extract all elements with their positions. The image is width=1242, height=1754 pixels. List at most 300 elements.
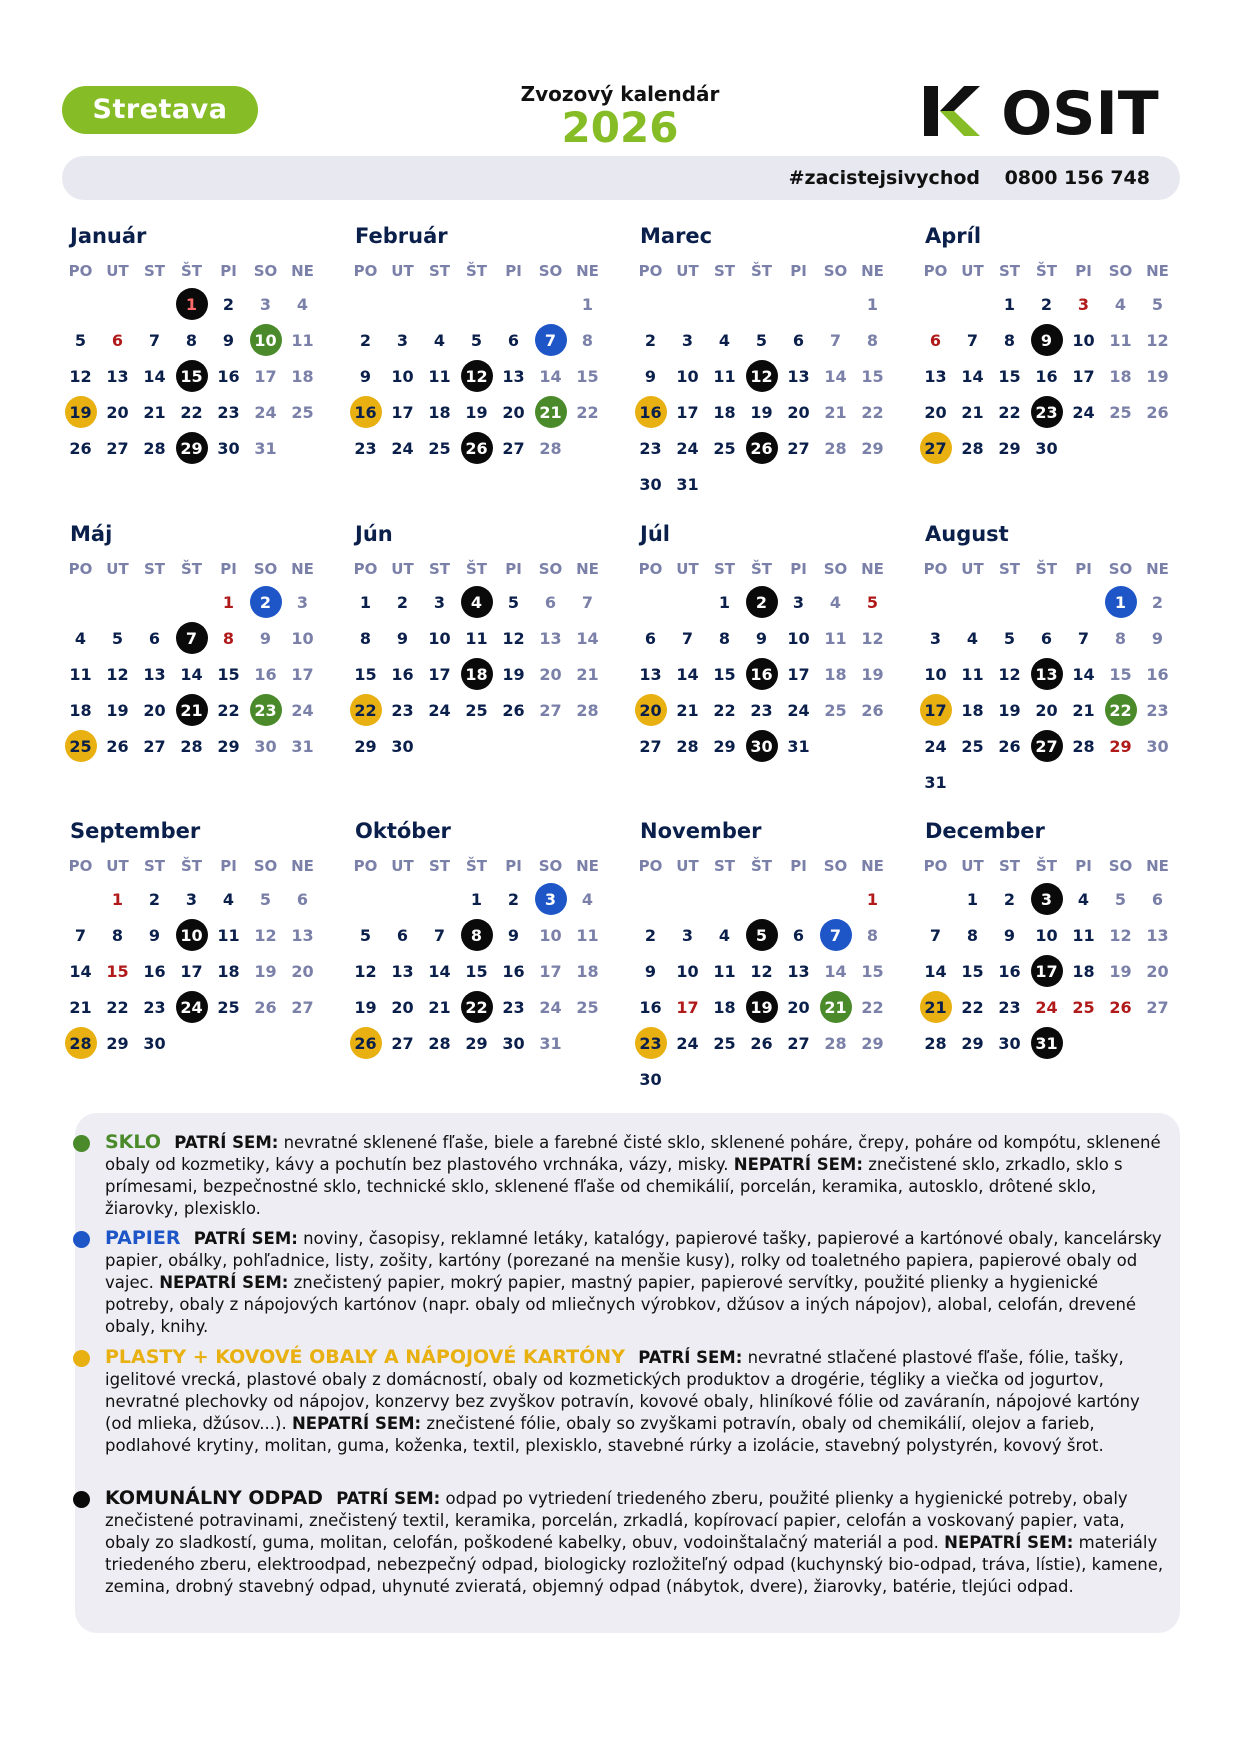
day-number: 13 (1146, 925, 1169, 945)
day-cell (1065, 692, 1102, 728)
day-cell (991, 917, 1028, 953)
day-cell (632, 656, 669, 692)
legend-item-mixed (105, 1487, 1165, 1598)
day-cell (1065, 620, 1102, 656)
glass-dot-icon (73, 1135, 90, 1152)
day-cell (99, 1025, 136, 1061)
day-cell (569, 692, 606, 728)
day-number: 24 (391, 438, 414, 458)
day-number: 29 (176, 432, 208, 464)
mixed-waste-day (458, 656, 495, 692)
legend-in-text: noviny, časopisy, reklamné letáky, katalógy, papierové tašky, papierové a kartónové obaly, kancelársky papier, obálky, pohľadnice, listy, zošity, kartóny (porezané na menšie kusy), rolky od toaletného papiera, papierové obaly od vajec. (105, 1229, 1162, 1292)
day-cell (669, 466, 706, 502)
day-cell (780, 394, 817, 430)
glass-day (247, 692, 284, 728)
month-name: Jún (355, 522, 393, 546)
day-number: 19 (998, 700, 1021, 720)
day-number: 6 (396, 925, 409, 945)
plastic-day (347, 394, 384, 430)
day-number: 3 (535, 883, 567, 915)
day-cell (817, 620, 854, 656)
day-cell (991, 286, 1028, 322)
day-number: 5 (746, 919, 778, 951)
day-cell (421, 953, 458, 989)
weekday-header: PO (353, 262, 378, 280)
day-cell (62, 656, 99, 692)
day-cell (1102, 656, 1139, 692)
weekday-header: UT (676, 857, 699, 875)
month-9 (62, 817, 332, 1061)
day-number: 2 (222, 294, 235, 314)
day-number: 26 (350, 1027, 382, 1059)
empty-cell (62, 286, 99, 322)
day-number: 12 (998, 664, 1021, 684)
weekday-header: ST (143, 262, 166, 280)
day-cell (1102, 358, 1139, 394)
day-cell (284, 953, 321, 989)
day-cell (632, 430, 669, 466)
day-cell (669, 620, 706, 656)
weekday-header: UT (391, 857, 414, 875)
day-number: 14 (824, 961, 847, 981)
day-number: 12 (1146, 330, 1169, 350)
day-number: 30 (1146, 736, 1169, 756)
plastic-day (632, 394, 669, 430)
mixed-waste-day (743, 728, 780, 764)
day-number: 4 (461, 586, 493, 618)
day-number: 23 (391, 700, 414, 720)
day-cell (495, 620, 532, 656)
day-number: 5 (1114, 889, 1127, 909)
day-number: 1 (866, 889, 879, 909)
day-number: 13 (539, 628, 562, 648)
weekday-header: PI (505, 560, 522, 578)
day-number: 5 (259, 889, 272, 909)
day-number: 27 (391, 1033, 414, 1053)
empty-cell (384, 286, 421, 322)
month-10 (347, 817, 617, 1061)
empty-cell (743, 286, 780, 322)
day-cell (1102, 953, 1139, 989)
day-cell (421, 394, 458, 430)
day-number: 26 (1109, 997, 1132, 1017)
day-number: 19 (861, 664, 884, 684)
day-cell (991, 620, 1028, 656)
day-cell (632, 1061, 669, 1097)
weekday-header: PI (1075, 262, 1092, 280)
day-cell (458, 692, 495, 728)
plastic-day (62, 1025, 99, 1061)
day-number: 21 (535, 396, 567, 428)
day-number: 1 (359, 592, 372, 612)
day-number: 10 (391, 366, 414, 386)
day-cell (780, 953, 817, 989)
weekday-header: ŠT (750, 560, 773, 578)
weekday-header: SO (538, 857, 563, 875)
day-number: 24 (1035, 997, 1058, 1017)
day-cell (1139, 620, 1176, 656)
day-number: 14 (428, 961, 451, 981)
weekday-header: NE (576, 560, 599, 578)
day-cell (706, 620, 743, 656)
day-cell (780, 430, 817, 466)
day-cell (669, 656, 706, 692)
weekday-header: NE (576, 857, 599, 875)
day-cell (173, 728, 210, 764)
day-number: 5 (1003, 628, 1016, 648)
day-number: 2 (396, 592, 409, 612)
day-number: 16 (1146, 664, 1169, 684)
month-grid (347, 851, 617, 1061)
day-cell (917, 764, 954, 800)
day-number: 29 (861, 438, 884, 458)
day-cell (247, 358, 284, 394)
day-number: 23 (143, 997, 166, 1017)
logo-k-arm-top (940, 86, 980, 111)
day-number: 4 (1114, 294, 1127, 314)
day-cell (1139, 917, 1176, 953)
day-number: 26 (746, 432, 778, 464)
calendar-heading (470, 82, 770, 150)
mixed-waste-day (458, 989, 495, 1025)
day-cell (991, 430, 1028, 466)
day-number: 7 (820, 919, 852, 951)
day-cell (284, 881, 321, 917)
day-number: 3 (929, 628, 942, 648)
day-number: 30 (143, 1033, 166, 1053)
mixed-waste-day (1028, 953, 1065, 989)
day-number: 8 (718, 628, 731, 648)
day-cell (99, 692, 136, 728)
day-number: 24 (1072, 402, 1095, 422)
day-number: 17 (1072, 366, 1095, 386)
month-grid (917, 554, 1187, 800)
day-number: 17 (391, 402, 414, 422)
day-number: 11 (576, 925, 599, 945)
day-number: 5 (507, 592, 520, 612)
day-cell (854, 430, 891, 466)
day-number: 22 (1105, 694, 1137, 726)
weekday-header: NE (291, 560, 314, 578)
month-5 (62, 520, 332, 764)
day-number: 14 (539, 366, 562, 386)
month-name: Január (70, 224, 147, 248)
mixed-waste-day (173, 989, 210, 1025)
empty-cell (136, 584, 173, 620)
day-number: 24 (676, 438, 699, 458)
day-number: 25 (217, 997, 240, 1017)
day-number: 18 (428, 402, 451, 422)
day-number: 26 (861, 700, 884, 720)
mixed-waste-day (743, 989, 780, 1025)
day-number: 17 (539, 961, 562, 981)
weekday-header: PO (353, 560, 378, 578)
day-cell (136, 989, 173, 1025)
day-number: 21 (961, 402, 984, 422)
day-number: 23 (635, 1027, 667, 1059)
day-cell (384, 1025, 421, 1061)
day-number: 1 (111, 889, 124, 909)
day-cell (532, 692, 569, 728)
day-cell (1065, 394, 1102, 430)
day-cell (210, 656, 247, 692)
day-cell (1065, 728, 1102, 764)
day-number: 3 (296, 592, 309, 612)
day-cell (284, 584, 321, 620)
weekday-header: NE (861, 560, 884, 578)
month-name: Február (355, 224, 448, 248)
day-cell (99, 358, 136, 394)
day-cell (62, 430, 99, 466)
day-number: 18 (576, 961, 599, 981)
day-number: 28 (1072, 736, 1095, 756)
day-number: 27 (291, 997, 314, 1017)
empty-cell (706, 881, 743, 917)
day-cell (384, 656, 421, 692)
day-cell (210, 692, 247, 728)
plastic-day (917, 692, 954, 728)
day-cell (954, 656, 991, 692)
day-cell (347, 620, 384, 656)
weekday-header: PI (790, 262, 807, 280)
day-number: 17 (254, 366, 277, 386)
day-number: 17 (676, 997, 699, 1017)
day-number: 13 (106, 366, 129, 386)
day-number: 25 (713, 1033, 736, 1053)
day-cell (854, 620, 891, 656)
day-number: 8 (866, 925, 879, 945)
day-cell (62, 917, 99, 953)
day-number: 7 (966, 330, 979, 350)
day-cell (458, 881, 495, 917)
day-cell (991, 1025, 1028, 1061)
legend-out-label: NEPATRÍ SEM: (944, 1533, 1074, 1552)
day-number: 27 (787, 438, 810, 458)
day-number: 20 (143, 700, 166, 720)
day-cell (706, 953, 743, 989)
day-number: 7 (148, 330, 161, 350)
day-cell (569, 620, 606, 656)
day-cell (532, 953, 569, 989)
day-cell (780, 584, 817, 620)
day-number: 14 (924, 961, 947, 981)
day-number: 27 (1031, 730, 1063, 762)
day-cell (706, 989, 743, 1025)
day-cell (347, 728, 384, 764)
day-cell (917, 358, 954, 394)
day-number: 31 (924, 772, 947, 792)
legend-item-paper (105, 1227, 1165, 1338)
day-number: 6 (507, 330, 520, 350)
legend-in-text: nevratné stlačené plastové fľaše, fólie, tašky, igelitové vrecká, plastové obaly z domácností, obaly od kozmetických produktov a drogérie, tégliky a viečka od jogurtov, nevratné plechovky od nápojov, konzervy bez zvyškov potravín, kovové obaly, hliníkové fólie od zaváranín, nápojové kartóny (od mlieka, džúsov...). (105, 1348, 1140, 1433)
contact-bar (62, 156, 1180, 200)
day-number: 9 (755, 628, 768, 648)
day-cell (854, 953, 891, 989)
weekday-header: SO (253, 857, 278, 875)
day-number: 25 (576, 997, 599, 1017)
month-1 (62, 222, 332, 466)
day-cell (284, 728, 321, 764)
mixed-waste-day (743, 358, 780, 394)
day-number: 18 (1109, 366, 1132, 386)
day-number: 11 (291, 330, 314, 350)
day-cell (173, 953, 210, 989)
empty-cell (669, 584, 706, 620)
day-number: 4 (222, 889, 235, 909)
day-cell (1139, 989, 1176, 1025)
day-number: 3 (433, 592, 446, 612)
mixed-waste-day (458, 358, 495, 394)
day-number: 12 (106, 664, 129, 684)
day-number: 22 (713, 700, 736, 720)
day-cell (62, 358, 99, 394)
day-cell (1102, 728, 1139, 764)
day-cell (780, 692, 817, 728)
day-number: 20 (539, 664, 562, 684)
day-cell (706, 430, 743, 466)
day-number: 13 (787, 366, 810, 386)
day-cell (136, 394, 173, 430)
mixed-dot-icon (73, 1491, 90, 1508)
day-cell (384, 620, 421, 656)
day-number: 13 (639, 664, 662, 684)
month-2 (347, 222, 617, 466)
day-cell (247, 917, 284, 953)
day-number: 24 (428, 700, 451, 720)
day-number: 8 (581, 330, 594, 350)
day-number: 10 (787, 628, 810, 648)
day-cell (706, 394, 743, 430)
month-12 (917, 817, 1187, 1061)
day-cell (247, 656, 284, 692)
day-number: 13 (787, 961, 810, 981)
day-number: 27 (539, 700, 562, 720)
day-cell (854, 358, 891, 394)
day-number: 14 (824, 366, 847, 386)
day-cell (706, 1025, 743, 1061)
day-number: 15 (465, 961, 488, 981)
day-number: 20 (1146, 961, 1169, 981)
day-cell (532, 656, 569, 692)
day-number: 15 (961, 961, 984, 981)
paper-day (247, 584, 284, 620)
weekday-header: ŠT (180, 857, 203, 875)
day-cell (99, 430, 136, 466)
day-number: 5 (755, 330, 768, 350)
day-cell (991, 953, 1028, 989)
hashtag: #zacistejsivychod (788, 167, 980, 189)
legend-title: PLASTY + KOVOVÉ OBALY A NÁPOJOVÉ KARTÓNY (105, 1346, 625, 1368)
weekday-header: PI (1075, 857, 1092, 875)
day-number: 29 (354, 736, 377, 756)
day-cell (532, 917, 569, 953)
mixed-waste-day (173, 917, 210, 953)
day-cell (210, 620, 247, 656)
day-number: 9 (396, 628, 409, 648)
day-cell (669, 358, 706, 394)
day-cell (1139, 728, 1176, 764)
day-cell (136, 358, 173, 394)
day-number: 31 (787, 736, 810, 756)
day-cell (1139, 656, 1176, 692)
day-number: 23 (354, 438, 377, 458)
day-number: 4 (581, 889, 594, 909)
day-cell (991, 394, 1028, 430)
weekday-header: ŠT (750, 857, 773, 875)
weekday-header: PI (505, 857, 522, 875)
day-number: 29 (217, 736, 240, 756)
month-8 (917, 520, 1187, 800)
day-cell (532, 989, 569, 1025)
day-cell (421, 584, 458, 620)
day-number: 9 (644, 366, 657, 386)
day-cell (917, 620, 954, 656)
day-number: 24 (924, 736, 947, 756)
day-number: 6 (929, 330, 942, 350)
empty-cell (632, 286, 669, 322)
day-number: 10 (428, 628, 451, 648)
day-number: 17 (787, 664, 810, 684)
weekday-header: UT (391, 560, 414, 578)
day-cell (136, 322, 173, 358)
day-cell (954, 620, 991, 656)
weekday-header: SO (253, 560, 278, 578)
day-cell (210, 584, 247, 620)
day-number: 7 (1077, 628, 1090, 648)
day-cell (632, 953, 669, 989)
day-number: 10 (924, 664, 947, 684)
weekday-header: PO (68, 262, 93, 280)
day-cell (495, 881, 532, 917)
day-number: 14 (1072, 664, 1095, 684)
day-number: 9 (222, 330, 235, 350)
day-cell (743, 692, 780, 728)
day-number: 5 (866, 592, 879, 612)
day-number: 17 (1031, 955, 1063, 987)
day-number: 12 (502, 628, 525, 648)
day-number: 21 (428, 997, 451, 1017)
day-cell (532, 620, 569, 656)
day-number: 26 (69, 438, 92, 458)
day-number: 4 (433, 330, 446, 350)
day-number: 16 (143, 961, 166, 981)
day-number: 3 (185, 889, 198, 909)
legend-box (75, 1113, 1180, 1633)
day-cell (384, 692, 421, 728)
day-number: 29 (961, 1033, 984, 1053)
plastic-dot-icon (73, 1350, 90, 1367)
day-cell (669, 1025, 706, 1061)
day-cell (284, 917, 321, 953)
day-number: 21 (920, 991, 952, 1023)
day-number: 24 (676, 1033, 699, 1053)
day-cell (780, 358, 817, 394)
day-cell (1139, 881, 1176, 917)
weekday-header: ŠT (1035, 560, 1058, 578)
day-number: 3 (396, 330, 409, 350)
day-cell (458, 620, 495, 656)
weekday-header: PO (923, 857, 948, 875)
day-number: 29 (465, 1033, 488, 1053)
legend-in-label: PATRÍ SEM: (193, 1229, 298, 1248)
day-number: 29 (1109, 736, 1132, 756)
mixed-waste-day (1028, 322, 1065, 358)
plastic-day (632, 1025, 669, 1061)
weekday-header: UT (106, 560, 129, 578)
day-cell (495, 322, 532, 358)
weekday-header: UT (106, 857, 129, 875)
day-cell (1065, 989, 1102, 1025)
